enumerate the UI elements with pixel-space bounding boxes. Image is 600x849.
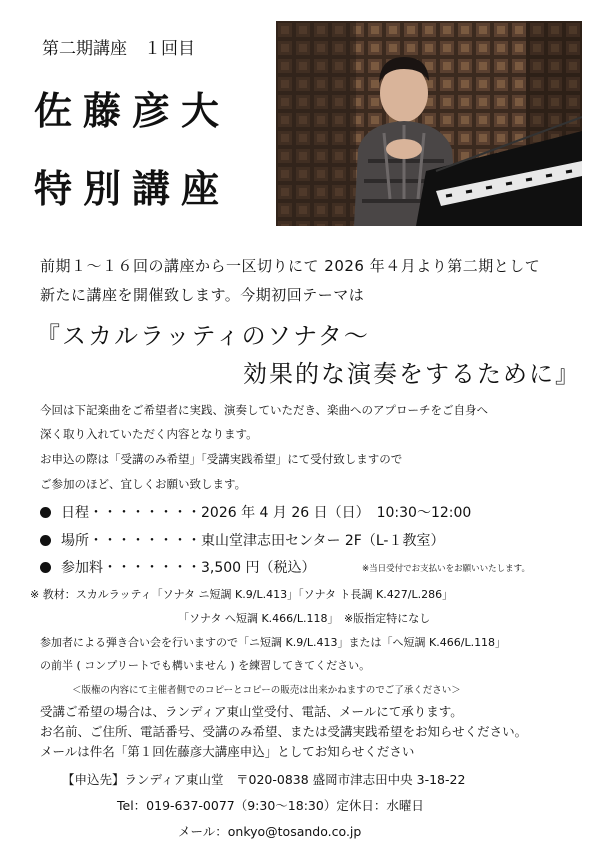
copyright-note: ＜版権の内容にて主催者側でのコピーとコピーの販売は出来かねますのでご了承ください＞ [72,685,461,696]
detail-date-text: 日程・・・・・・・・2026 年 4 月 26 日（日） 10:30～12:00 [61,505,472,521]
theme-line-1: 『スカルラッティのソナタ～ [36,322,370,350]
bullet-icon [40,562,51,573]
title-line-2: 特別講座 [34,167,231,211]
pianist-photo [276,21,582,226]
detail-fee-text: 参加料・・・・・・・3,500 円（税込） [61,560,316,576]
detail-fee [40,557,316,577]
fee-note: ※当日受付でお支払いをお願いいたします。 [362,564,530,574]
bullet-icon [40,535,51,546]
intro-line-1: 前期１～１６回の講座から一区切りにて 2026 年４月より第二期として [40,257,541,275]
description-line-1: 今回は下記楽曲をご希望者に実践、演奏していただき、楽曲へのアプローチをご自身へ [40,403,489,417]
materials-line-4: の前半 ( コンプリートでも構いません ) を練習してきてください。 [40,659,371,672]
application-line-2: お名前、ご住所、電話番号、受講のみ希望、または受講実践希望をお知らせください。 [40,724,528,739]
series-label: 第二期講座 １回目 [42,39,195,59]
application-line-3: メールは件名「第１回佐藤彦大講座申込」としてお知らせください [40,744,415,759]
detail-place [40,530,444,550]
materials-line-2: 「ソナタ へ短調 K.466/L.118」 ※版指定特になし [178,612,431,625]
description-line-4: ご参加のほど、宜しくお願い致します。 [40,477,247,491]
intro-line-2: 新たに講座を開催致します。今期初回テーマは [40,286,365,304]
title-line-1: 佐藤彦大 [34,89,231,133]
description-line-2: 深く取り入れていただく内容となります。 [40,427,258,441]
contact-venue: 【申込先】ランディア東山堂 〒020-0838 盛岡市津志田中央 3-18-22 [62,772,466,787]
materials-line-1: ※ 教材：スカルラッティ「ソナタ ニ短調 K.9/L.413」「ソナタ ト長調 K.427/L.286」 [30,588,454,601]
detail-place-text: 場所・・・・・・・・東山堂津志田センター 2F（L-１教室） [61,533,445,549]
application-line-1: 受講ご希望の場合は、ランディア東山堂受付、電話、メールにて承ります。 [40,704,463,719]
contact-tel: Tel：019-637-0077（9:30～18:30）定休日：水曜日 [117,798,424,813]
theme-line-2: 効果的な演奏をするために』 [243,360,581,388]
detail-date [40,502,471,522]
bullet-icon [40,507,51,518]
materials-line-3: 参加者による弾き合い会を行いますので「ニ短調 K.9/L.413」または「へ短調 K.466/L.118」 [40,636,507,649]
pianist-illustration [276,21,582,226]
description-line-3: お申込の際は「受講のみ希望」「受講実践希望」にて受付致しますので [40,452,403,466]
contact-mail[interactable]: メール：onkyo@tosando.co.jp [178,824,362,839]
